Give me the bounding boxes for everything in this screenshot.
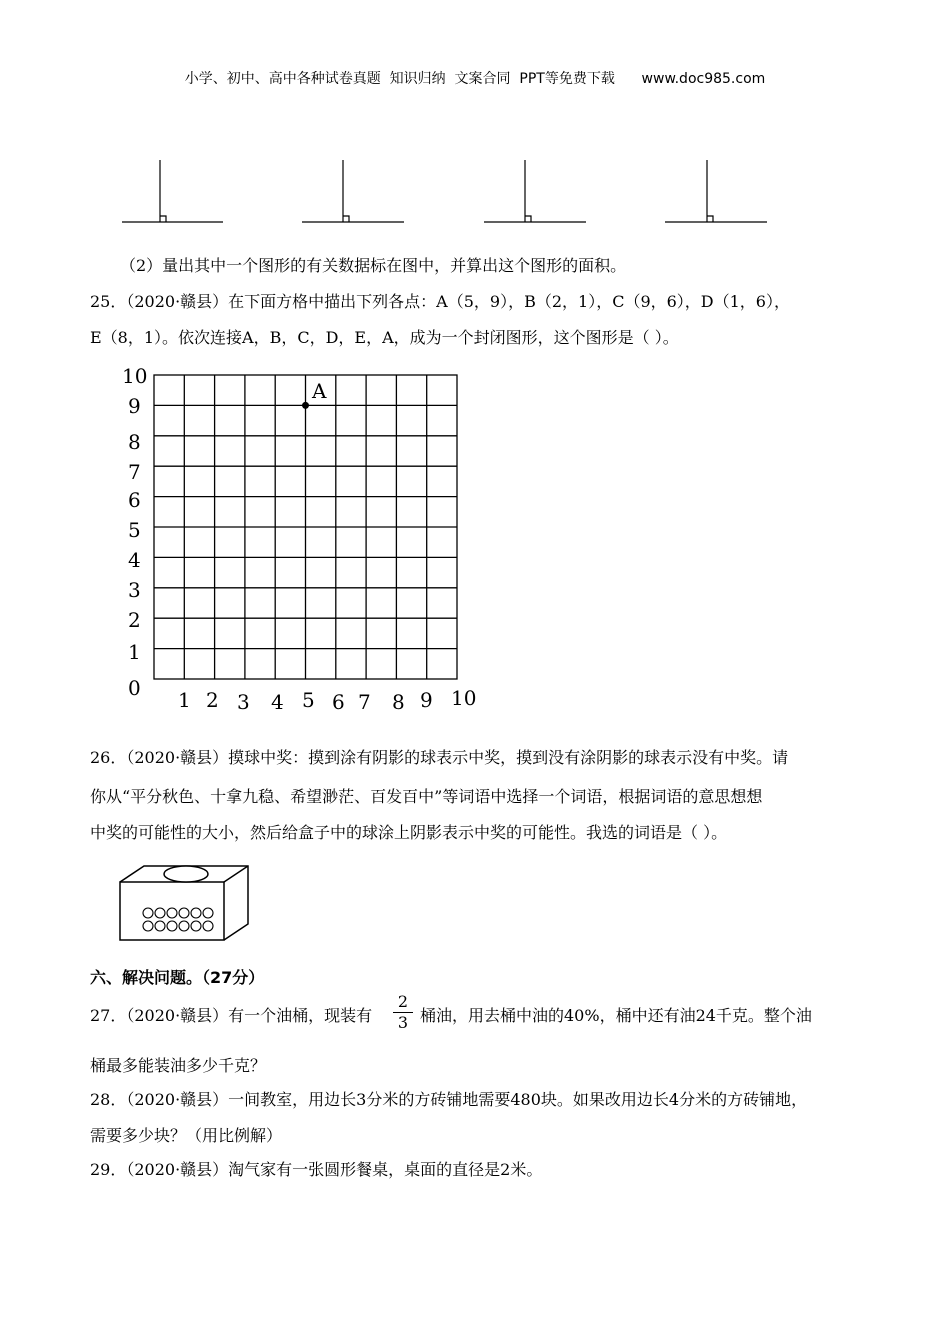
y-tick-label: 1: [128, 640, 141, 664]
q25-line2: E（8，1）。依次连接A，B，C，D，E，A，成为一个封闭图形，这个图形是（ ）。: [90, 328, 679, 347]
x-tick-label: 9: [420, 688, 433, 712]
q28-line1: 28．（2020·赣县）一间教室，用边长3分米的方砖铺地需要480块。如果改用边长4分米的方砖铺地，: [90, 1090, 808, 1109]
y-tick-label: 2: [128, 608, 141, 632]
y-tick-label: 3: [128, 578, 141, 602]
point-a-label: A: [312, 379, 327, 403]
point-a: [302, 402, 309, 409]
x-tick-label: 6: [332, 690, 345, 714]
y-tick-label: 10: [122, 365, 148, 388]
x-tick-label: 4: [271, 690, 284, 714]
y-tick-label: 0: [128, 676, 141, 700]
x-tick-label: 10: [451, 686, 477, 710]
page-header[interactable]: 小学、初中、高中各种试卷真题 知识归纳 文案合同 PPT等免费下载 www.doc985.com: [184, 71, 766, 87]
right-angle-figure: [484, 160, 586, 222]
q26-line2: 你从“平分秋色、十拿九稳、希望渺茫、百发百中”等词语中选择一个词语，根据词语的意思想想: [90, 787, 763, 806]
x-tick-label: 7: [358, 690, 371, 714]
right-angle-figure: [122, 160, 223, 222]
q26-line3: 中奖的可能性的大小，然后给盒子中的球涂上阴影表示中奖的可能性。我选的词语是（ ）。: [90, 823, 728, 842]
q29-line1: 29．（2020·赣县）淘气家有一张圆形餐桌，桌面的直径是2米。: [90, 1160, 543, 1179]
fraction-numerator: 2: [397, 992, 409, 1011]
x-tick-label: 1: [178, 688, 191, 712]
fraction-denominator: 3: [397, 1013, 409, 1032]
q27-line2: 桶最多能装油多少千克？: [90, 1056, 267, 1075]
q27-suffix: 桶油，用去桶中油的40%，桶中还有油24千克。整个油: [420, 1006, 812, 1025]
fraction-two-thirds: [390, 992, 416, 1033]
x-tick-label: 3: [237, 690, 250, 714]
y-tick-label: 8: [128, 430, 141, 454]
x-tick-label: 8: [392, 690, 405, 714]
q27-prefix: 27．（2020·赣县）有一个油桶，现装有: [90, 1006, 373, 1025]
right-angle-figure: [302, 160, 404, 222]
coordinate-grid: [110, 365, 490, 715]
x-tick-label: 5: [302, 688, 315, 712]
right-angle-figures: [110, 150, 790, 230]
y-tick-label: 5: [128, 518, 141, 542]
q25-line1: 25．（2020·赣县）在下面方格中描出下列各点：A（5，9），B（2，1），C（9，6），D（1，6），: [90, 292, 790, 311]
y-tick-label: 4: [128, 548, 141, 572]
y-tick-label: 9: [128, 394, 141, 418]
balls: [143, 908, 213, 931]
q24-part2: （2）量出其中一个图形的有关数据标在图中，并算出这个图形的面积。: [120, 256, 627, 275]
q28-line2: 需要多少块？（用比例解）: [90, 1126, 283, 1145]
x-tick-label: 2: [206, 688, 219, 712]
ball-box-figure: [110, 858, 260, 948]
y-tick-label: 7: [128, 460, 141, 484]
q26-line1: 26．（2020·赣县）摸球中奖：摸到涂有阴影的球表示中奖，摸到没有涂阴影的球表示没有中奖。请: [90, 748, 789, 767]
section-title: 六、解决问题。（27分）: [90, 968, 265, 987]
grid-lines: [154, 375, 457, 679]
right-angle-figure: [665, 160, 767, 222]
y-tick-label: 6: [128, 488, 141, 512]
